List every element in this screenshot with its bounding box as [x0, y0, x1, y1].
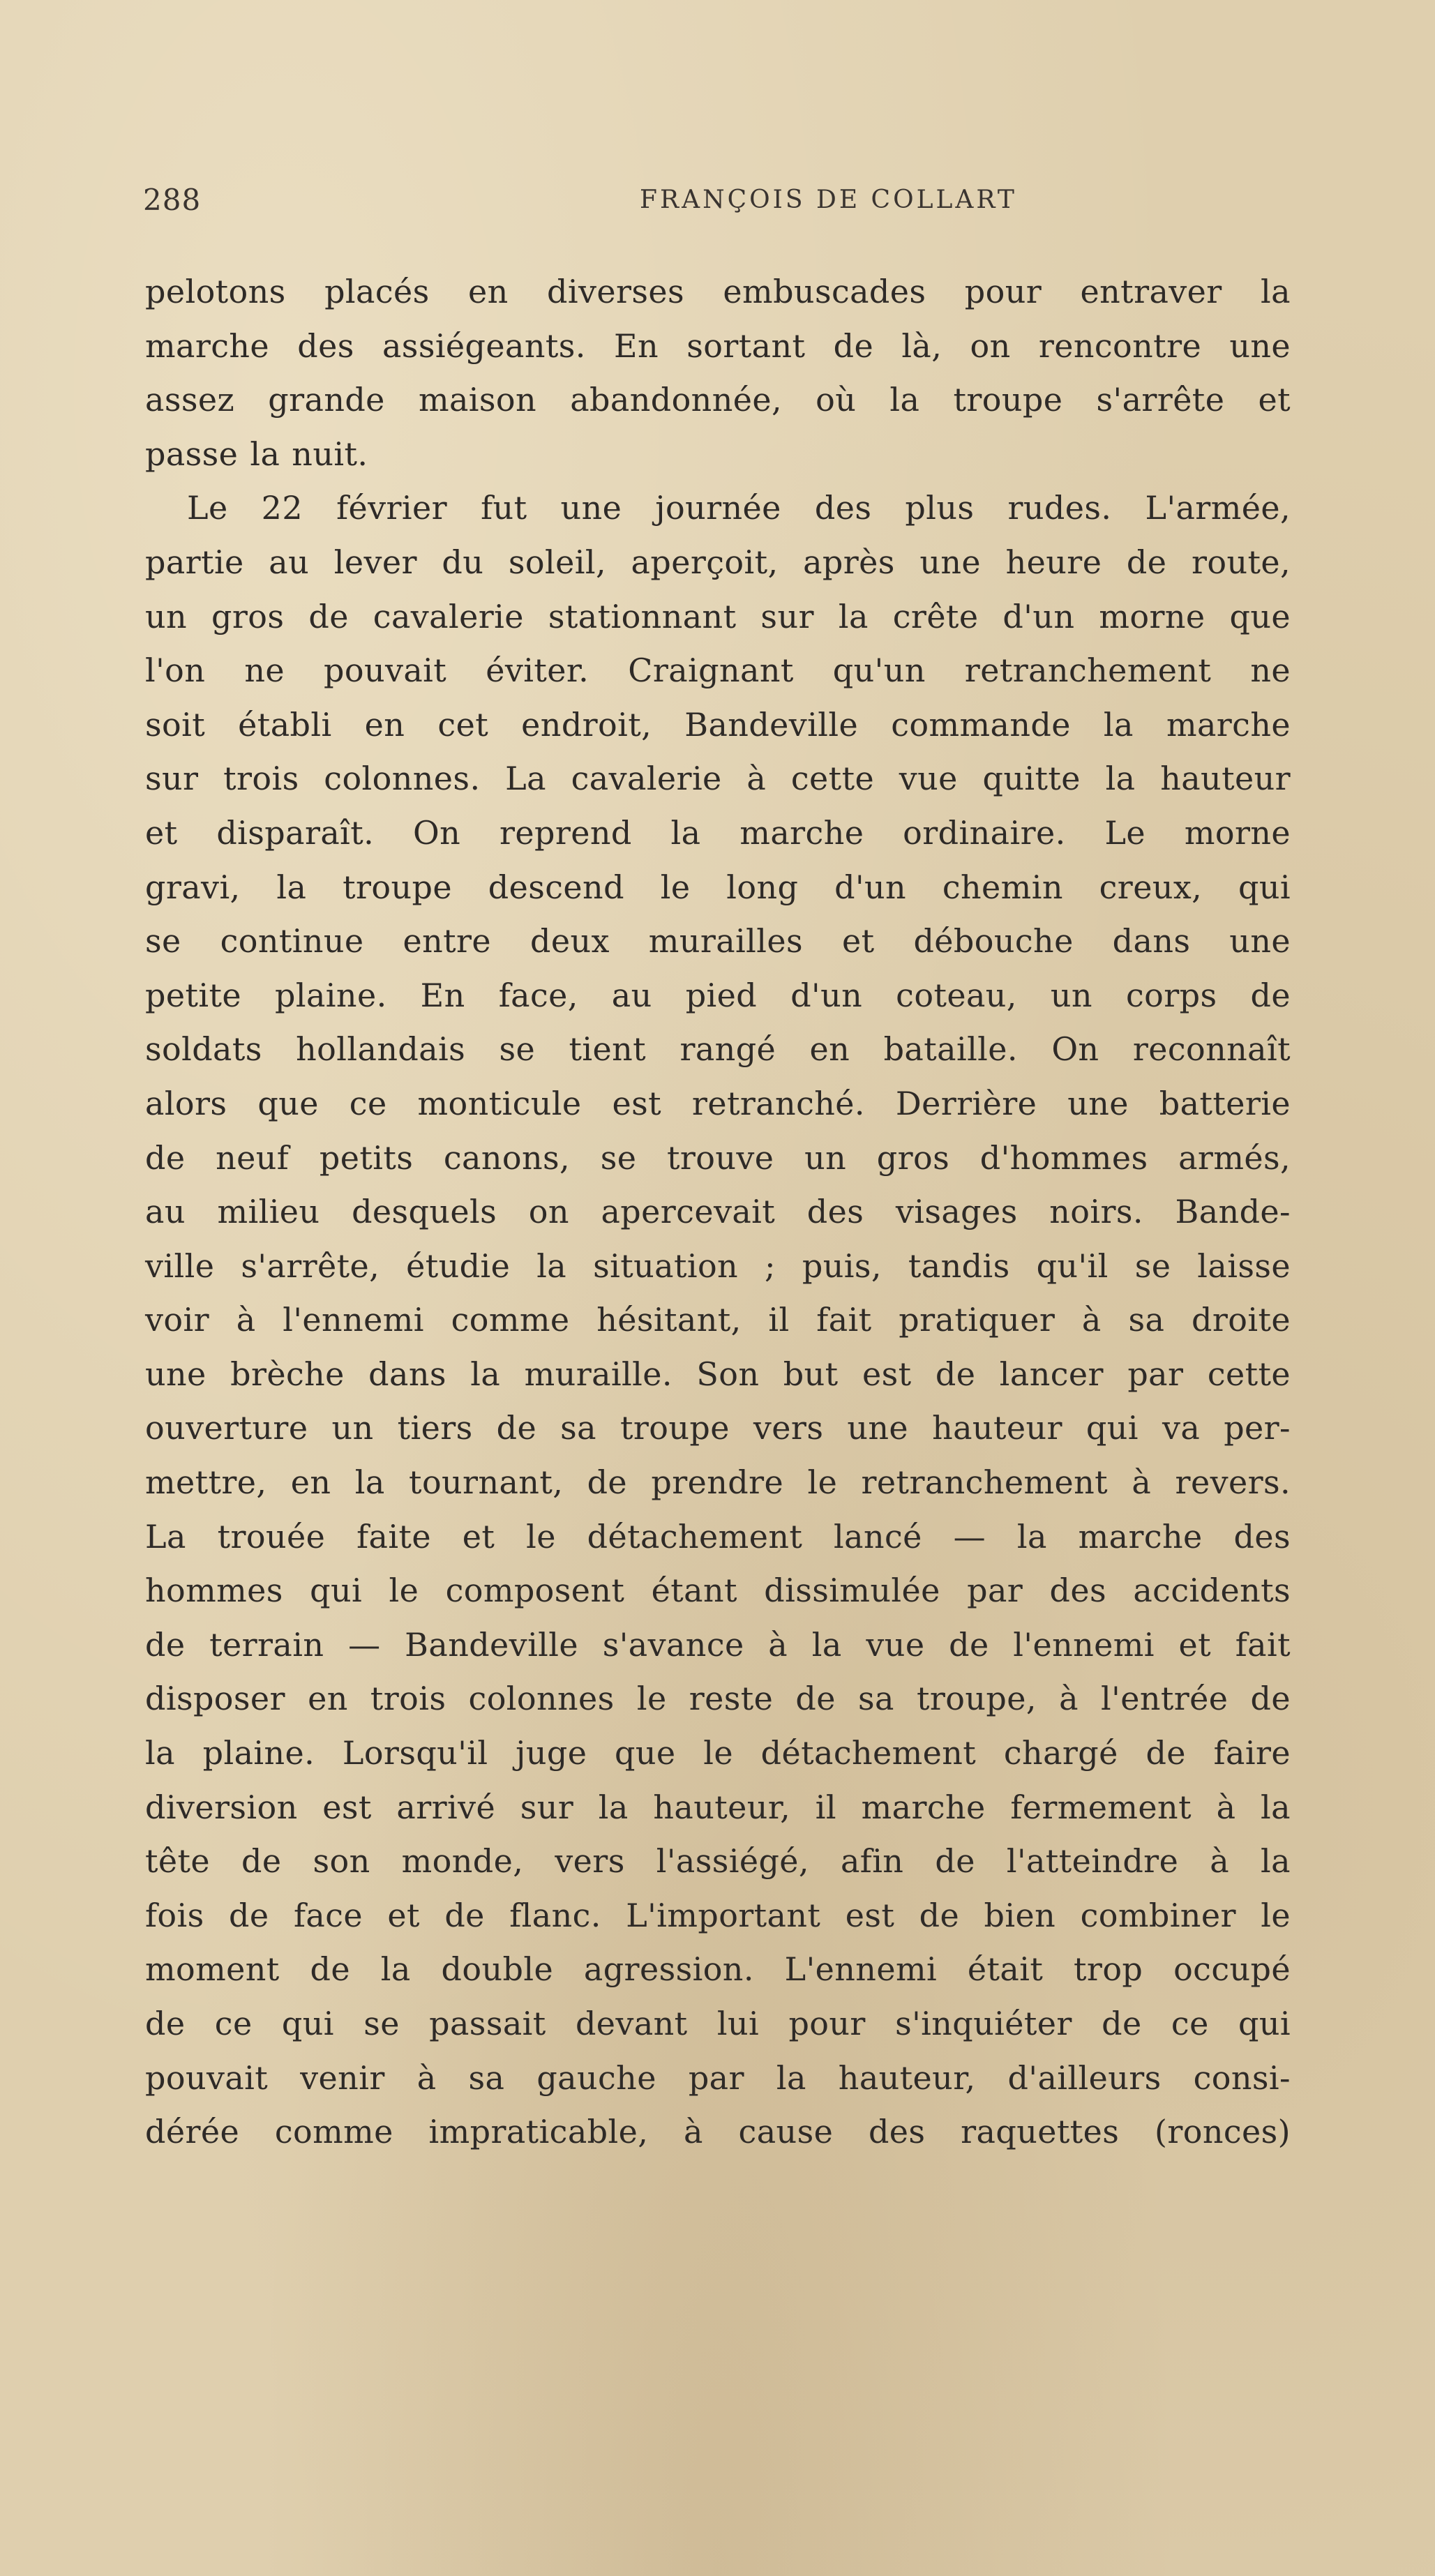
text-line: diversion est arrivé sur la hauteur, il marche fermement à la: [145, 1788, 1291, 1826]
text-line: l'on ne pouvait éviter. Craignant qu'un retranchement ne: [145, 651, 1291, 690]
page-number: 288: [143, 183, 202, 217]
text-line: soldats hollandais se tient rangé en bataille. On reconnaît: [145, 1030, 1291, 1069]
text-line: marche des assiégeants. En sortant de là, on rencontre une: [145, 326, 1291, 365]
text-line: et disparaît. On reprend la marche ordinaire. Le morne: [145, 813, 1291, 852]
text-line: ville s'arrête, étudie la situation ; puis, tandis qu'il se laisse: [145, 1246, 1291, 1285]
text-line: de neuf petits canons, se trouve un gros d'hommes armés,: [145, 1138, 1291, 1177]
page-header: [143, 183, 1287, 225]
text-line: hommes qui le composent étant dissimulée par des accidents: [145, 1572, 1291, 1610]
text-line: de ce qui se passait devant lui pour s'inquiéter de ce qui: [145, 2005, 1291, 2042]
text-line: se continue entre deux murailles et débouche dans une: [145, 922, 1291, 961]
text-line: assez grande maison abandonnée, où la troupe s'arrête et: [145, 381, 1291, 419]
text-line: disposer en trois colonnes le reste de sa troupe, à l'entrée de: [145, 1680, 1291, 1718]
text-line: tête de son monde, vers l'assiégé, afin de l'atteindre à la: [145, 1842, 1291, 1881]
text-line: petite plaine. En face, au pied d'un coteau, un corps de: [145, 976, 1291, 1014]
text-line: soit établi en cet endroit, Bandeville commande la marche: [145, 705, 1291, 744]
body-text: [145, 265, 1291, 2160]
text-line: gravi, la troupe descend le long d'un chemin creux, qui: [145, 868, 1291, 906]
paragraph-2: [145, 481, 1291, 2159]
text-line: de terrain — Bandeville s'avance à la vue de l'ennemi et fait: [145, 1625, 1291, 1664]
text-line: ouverture un tiers de sa troupe vers une hauteur qui va per-: [145, 1409, 1291, 1447]
text-line: fois de face et de flanc. L'important est de bien combiner le: [145, 1896, 1291, 1934]
text-line: mettre, en la tournant, de prendre le retranchement à revers.: [145, 1463, 1291, 1502]
text-line: pelotons placés en diverses embuscades pour entraver la: [145, 273, 1291, 310]
text-line: partie au lever du soleil, aperçoit, après une heure de route,: [145, 543, 1291, 581]
text-line: une brèche dans la muraille. Son but est de lancer par cette: [145, 1355, 1291, 1393]
running-title: FRANÇOIS DE COLLART: [640, 186, 1017, 214]
text-line: la plaine. Lorsqu'il juge que le détachement chargé de faire: [145, 1734, 1291, 1772]
text-line: passe la nuit.: [145, 435, 368, 473]
paragraph-1: [145, 265, 1291, 481]
text-line: pouvait venir à sa gauche par la hauteur, d'ailleurs consi-: [145, 2058, 1291, 2097]
text-line: La trouée faite et le détachement lancé — la marche des: [145, 1517, 1291, 1556]
text-line: sur trois colonnes. La cavalerie à cette vue quitte la hauteur: [145, 760, 1291, 798]
text-line: au milieu desquels on apercevait des visages noirs. Bande-: [145, 1193, 1291, 1231]
text-line: dérée comme impraticable, à cause des raquettes (ronces): [145, 2113, 1291, 2151]
text-line: moment de la double agression. L'ennemi était trop occupé: [145, 1950, 1291, 1989]
text-line: voir à l'ennemi comme hésitant, il fait pratiquer à sa droite: [145, 1301, 1291, 1339]
text-line: un gros de cavalerie stationnant sur la crête d'un morne que: [145, 597, 1291, 635]
text-line: alors que ce monticule est retranché. Derrière une batterie: [145, 1084, 1291, 1122]
text-line: Le 22 février fut une journée des plus rudes. L'armée,: [187, 489, 1291, 527]
